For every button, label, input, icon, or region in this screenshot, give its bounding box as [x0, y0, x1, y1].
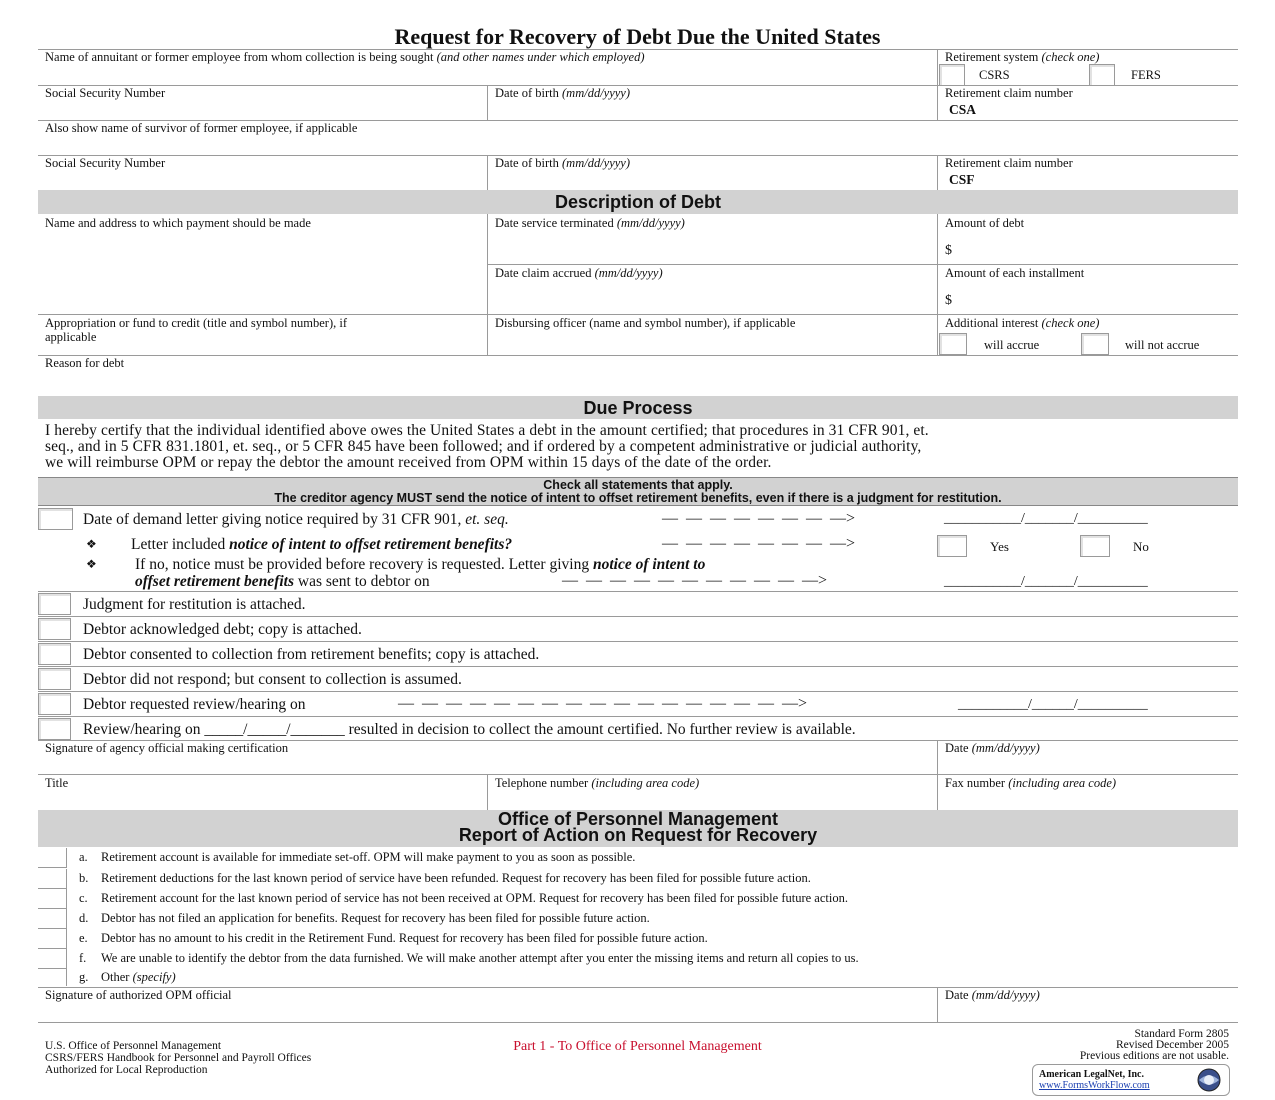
annuitant-name-label: Name of annuitant or former employee from whom collection is being sought (and other names under which employed)	[45, 50, 645, 64]
demand-date-field[interactable]: ___________/_______/__________	[944, 511, 1148, 526]
csrs-label: CSRS	[979, 68, 1010, 82]
notice-included-text: Letter included notice of intent to offset retirement benefits?	[131, 536, 513, 553]
divider	[487, 85, 488, 120]
opm-signature-label: Signature of authorized OPM official	[45, 988, 232, 1002]
opm-other-text: Other	[101, 970, 130, 984]
fax-label: Fax number (including area code)	[945, 776, 1117, 790]
divider	[937, 49, 938, 85]
opm-action-checkbox[interactable]	[38, 929, 67, 949]
certification-date-label: Date (mm/dd/yyyy)	[945, 741, 1040, 755]
opm-other-checkbox[interactable]	[38, 968, 67, 986]
rule	[38, 666, 1238, 667]
acknowledged-checkbox[interactable]	[38, 618, 71, 640]
rule	[38, 641, 1238, 642]
opm-date-label: Date (mm/dd/yyyy)	[945, 988, 1040, 1002]
acknowledged-text: Debtor acknowledged debt; copy is attached.	[83, 621, 362, 638]
opm-action-key: c.	[79, 891, 88, 905]
no-response-checkbox[interactable]	[38, 668, 71, 690]
claim-number-label-1: Retirement claim number	[945, 86, 1073, 100]
opm-action-key: b.	[79, 871, 89, 885]
fers-checkbox[interactable]	[1089, 64, 1115, 86]
claim-number-label-2: Retirement claim number	[945, 156, 1073, 170]
bullet-icon: ❖	[86, 557, 97, 571]
dob-label-1: Date of birth (mm/dd/yyyy)	[495, 86, 631, 100]
opm-action-item	[79, 911, 650, 926]
divider	[937, 987, 938, 1022]
demand-letter-checkbox[interactable]	[38, 508, 73, 530]
consented-text: Debtor consented to collection from retirement benefits; copy is attached.	[83, 646, 540, 663]
instructions-band	[38, 477, 1238, 506]
debt-section-header	[38, 190, 1238, 214]
review-decision-text: Review/hearing on _____/_____/_______ resulted in decision to collect the amount certified. No further review is available.	[83, 721, 856, 738]
consented-checkbox[interactable]	[38, 643, 71, 665]
claim-prefix-csa: CSA	[949, 102, 977, 117]
notice-sent-text: offset retirement benefits was sent to debtor on	[135, 573, 430, 590]
opm-action-checkbox[interactable]	[38, 869, 67, 889]
opm-action-checkbox[interactable]	[38, 889, 67, 909]
claim-accrued-label: Date claim accrued (mm/dd/yyyy)	[495, 266, 663, 280]
ssn-label-2: Social Security Number	[45, 156, 166, 170]
footer-right: Standard Form 2805 Revised December 2005 Previous editions are not usable.	[1079, 1028, 1229, 1062]
ssn-label-1: Social Security Number	[45, 86, 166, 100]
demand-letter-text: Date of demand letter giving notice required by 31 CFR 901, et. seq.	[83, 511, 509, 528]
rule	[38, 1022, 1238, 1023]
opm-section-header	[38, 810, 1238, 847]
notice-sent-date-field[interactable]: ___________/_______/__________	[944, 574, 1148, 589]
opm-action-text: Retirement account for the last known period of service has not been received at OPM. Request for recovery has been filed for possible future action.	[101, 891, 848, 905]
fers-label: FERS	[1131, 68, 1161, 82]
american-legalnet-logo[interactable]	[1032, 1064, 1230, 1096]
retirement-system-label: Retirement system (check one)	[945, 50, 1100, 64]
opm-action-key: e.	[79, 931, 88, 945]
rule	[38, 616, 1238, 617]
rule	[38, 716, 1238, 717]
opm-action-text: Debtor has no amount to his credit in the Retirement Fund. Request for recovery has been filed for possible future action.	[101, 931, 708, 945]
globe-icon	[1191, 1067, 1227, 1093]
opm-action-text: Retirement account is available for immediate set-off. OPM will make payment to you as soon as possible.	[101, 850, 636, 864]
review-requested-checkbox[interactable]	[38, 693, 71, 715]
opm-action-item	[79, 850, 635, 865]
opm-action-text: Debtor has not filed an application for benefits. Request for recovery has been filed for possible future action.	[101, 911, 650, 925]
opm-action-key: d.	[79, 911, 89, 925]
divider	[937, 85, 938, 120]
leader-dashes: — — — — — — — — — — — — — — — — —>	[398, 695, 808, 712]
divider	[937, 214, 938, 355]
rule	[38, 774, 1238, 775]
amount-of-debt-label: Amount of debt	[945, 216, 1025, 230]
agency-signature-label: Signature of agency official making certification	[45, 741, 289, 755]
divider	[487, 214, 488, 355]
divider	[937, 155, 938, 190]
divider	[937, 740, 938, 810]
additional-interest-label: Additional interest (check one)	[945, 316, 1100, 330]
opm-other-note: (specify)	[132, 970, 176, 984]
logo-name: American LegalNet, Inc.	[1039, 1069, 1144, 1080]
opm-action-item	[79, 951, 859, 966]
opm-action-checkbox[interactable]	[38, 909, 67, 929]
opm-action-item	[79, 931, 708, 946]
form-part-label: Part 1 - To Office of Personnel Management	[513, 1039, 762, 1054]
amount-currency: $	[945, 243, 952, 258]
rule	[38, 691, 1238, 692]
will-not-accrue-checkbox[interactable]	[1081, 333, 1109, 355]
due-process-header	[38, 396, 1238, 419]
divider	[487, 155, 488, 190]
survivor-label: Also show name of survivor of former employee, if applicable	[45, 121, 358, 135]
judgment-text: Judgment for restitution is attached.	[83, 596, 306, 613]
service-terminated-label: Date service terminated (mm/dd/yyyy)	[495, 216, 685, 230]
opm-action-checkbox[interactable]	[38, 949, 67, 969]
leader-dashes: — — — — — — — — — — —>	[562, 572, 828, 589]
opm-other-key: g.	[79, 970, 89, 984]
opm-action-key: f.	[79, 951, 87, 965]
no-label: No	[1133, 539, 1149, 554]
opm-section-title: Office of Personnel Management Report of Action on Request for Recovery	[458, 809, 818, 845]
will-accrue-label: will accrue	[984, 338, 1040, 352]
review-decision-checkbox[interactable]	[38, 718, 71, 740]
csrs-checkbox[interactable]	[939, 64, 965, 86]
certification-text: I hereby certify that the individual identified above owes the United States a debt in the amount certified; that procedures in 31 CFR 901, et. seq., and in 5 CFR 831.1801, et. seq., or 5 CFR 845 have been followed; and if ordered by a competent administrative or judicial authority, we will reimburse OPM or repay the debtor the amount received from OPM within 15 days of the date of the order.	[45, 422, 929, 471]
opm-action-text: We are unable to identify the debtor from the data furnished. We will make another attempt after you enter the missing items and return all copies to us.	[101, 951, 859, 965]
rule	[38, 591, 1238, 592]
notice-required-text: If no, notice must be provided before recovery is requested. Letter giving notice of intent to	[135, 556, 706, 573]
claim-prefix-csf: CSF	[949, 172, 975, 187]
notice-no-checkbox[interactable]	[1080, 535, 1110, 557]
disbursing-officer-label: Disbursing officer (name and symbol number), if applicable	[495, 316, 796, 330]
rule	[487, 264, 1238, 265]
divider	[487, 774, 488, 810]
will-not-accrue-label: will not accrue	[1125, 338, 1200, 352]
review-requested-date-field[interactable]: __________/______/__________	[958, 697, 1148, 712]
form-title: Request for Recovery of Debt Due the United States	[394, 24, 881, 49]
opm-action-item	[79, 891, 848, 906]
footer-left: U.S. Office of Personnel Management CSRS/FERS Handbook for Personnel and Payroll Offices Authorized for Local Reproduction	[45, 1040, 312, 1076]
due-process-title: Due Process	[583, 398, 693, 418]
debt-section-title: Description of Debt	[554, 192, 721, 212]
notice-yes-checkbox[interactable]	[937, 535, 967, 557]
rule	[38, 314, 1238, 315]
opm-action-text: Retirement deductions for the last known period of service have been refunded. Request for recovery has been filed for possible future action.	[101, 871, 811, 885]
yes-label: Yes	[990, 539, 1009, 554]
judgment-checkbox[interactable]	[38, 593, 71, 615]
will-accrue-checkbox[interactable]	[939, 333, 967, 355]
opm-other-item	[79, 970, 176, 985]
title-label: Title	[45, 776, 69, 790]
installment-label: Amount of each installment	[945, 266, 1085, 280]
appropriation-label: Appropriation or fund to credit (title and symbol number), if applicable	[45, 316, 348, 344]
instructions-text: Check all statements that apply. The creditor agency MUST send the notice of intent to offset retirement benefits, even if there is a judgment for restitution.	[274, 478, 1002, 505]
opm-action-checkbox[interactable]	[38, 848, 67, 868]
payee-label: Name and address to which payment should be made	[45, 216, 311, 230]
telephone-label: Telephone number (including area code)	[495, 776, 700, 790]
opm-action-key: a.	[79, 850, 88, 864]
reason-label: Reason for debt	[45, 356, 125, 370]
leader-dashes: — — — — — — — —>	[662, 535, 856, 552]
installment-currency: $	[945, 293, 952, 308]
bullet-icon: ❖	[86, 537, 97, 551]
rule	[38, 355, 1238, 356]
review-requested-text: Debtor requested review/hearing on	[83, 696, 306, 713]
leader-dashes: — — — — — — — —>	[662, 510, 856, 527]
no-response-text: Debtor did not respond; but consent to collection is assumed.	[83, 671, 462, 688]
logo-url-link[interactable]: www.FormsWorkFlow.com	[1039, 1080, 1150, 1091]
dob-label-2: Date of birth (mm/dd/yyyy)	[495, 156, 631, 170]
opm-action-item	[79, 871, 811, 886]
